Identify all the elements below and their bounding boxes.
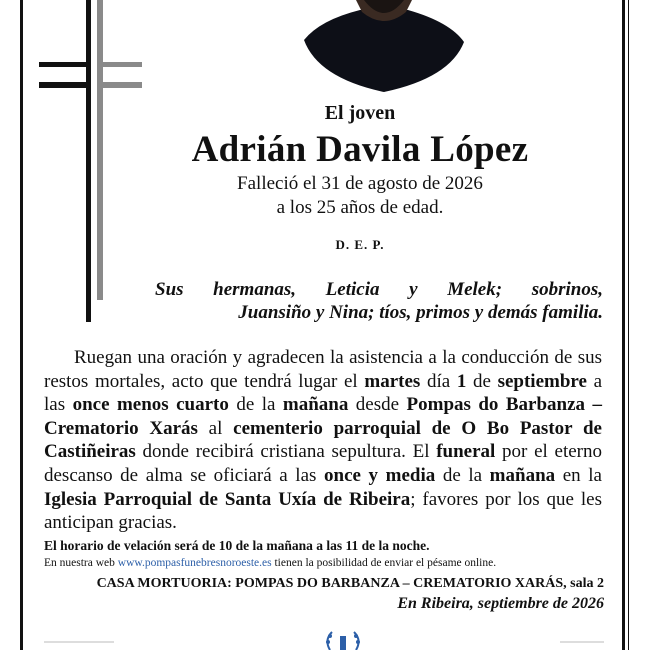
death-date-line: Falleció el 31 de agosto de 2026 — [237, 173, 483, 194]
cross-icon — [36, 0, 146, 330]
place-and-date: En Ribeira, septiembre de 2026 — [397, 595, 604, 612]
ceremony-paragraph: Ruegan una oración y agradecen la asistencia a la conducción de sus restos mortales, acto que tendrá lugar el martes día 1 de septiembre a las once menos cuarto de la mañana desde Pompas do Barbanza – Crematorio Xarás al cementerio parroquial de O Bo Pastor de Castiñeiras donde recibirá cristiana sepultura. El funeral por el eterno descanso de alma se oficiará a las once y media de la mañana en la Iglesia Parroquial de Santa Uxía de Ribeira; favores por los que les anticipan gracias. — [44, 347, 603, 534]
laurel-logo-icon — [318, 628, 368, 650]
vigil-hours-note: El horario de velación será de 10 de la mañana a las 11 de la noche. — [44, 538, 430, 553]
left-border-line — [20, 0, 23, 650]
rip-abbreviation: D. E. P. — [335, 237, 385, 252]
footer-divider-right — [560, 641, 604, 643]
right-border-line — [622, 0, 625, 650]
deceased-name: Adrián Davila López — [191, 129, 529, 170]
right-border-thin-line — [628, 0, 629, 650]
family-line-1: Sus hermanas, Leticia y Melek; sobrinos, — [155, 279, 603, 300]
web-condolence-note: En nuestra web www.pompasfunebresnoroeste.es tienen la posibilidad de enviar el pésame online. — [44, 557, 497, 569]
mortuary-location: CASA MORTUORIA: POMPAS DO BARBANZA – CREMATORIO XARÁS, sala 2 — [96, 576, 604, 591]
website-link[interactable]: www.pompasfunebresnoroeste.es — [117, 557, 272, 569]
footer-divider-left — [44, 641, 114, 643]
deceased-prefix: El joven — [324, 102, 396, 124]
age-line: a los 25 años de edad. — [276, 197, 444, 218]
family-line-2: Juansiño y Nina; tíos, primos y demás familia. — [238, 302, 603, 323]
portrait-photo — [300, 0, 468, 92]
